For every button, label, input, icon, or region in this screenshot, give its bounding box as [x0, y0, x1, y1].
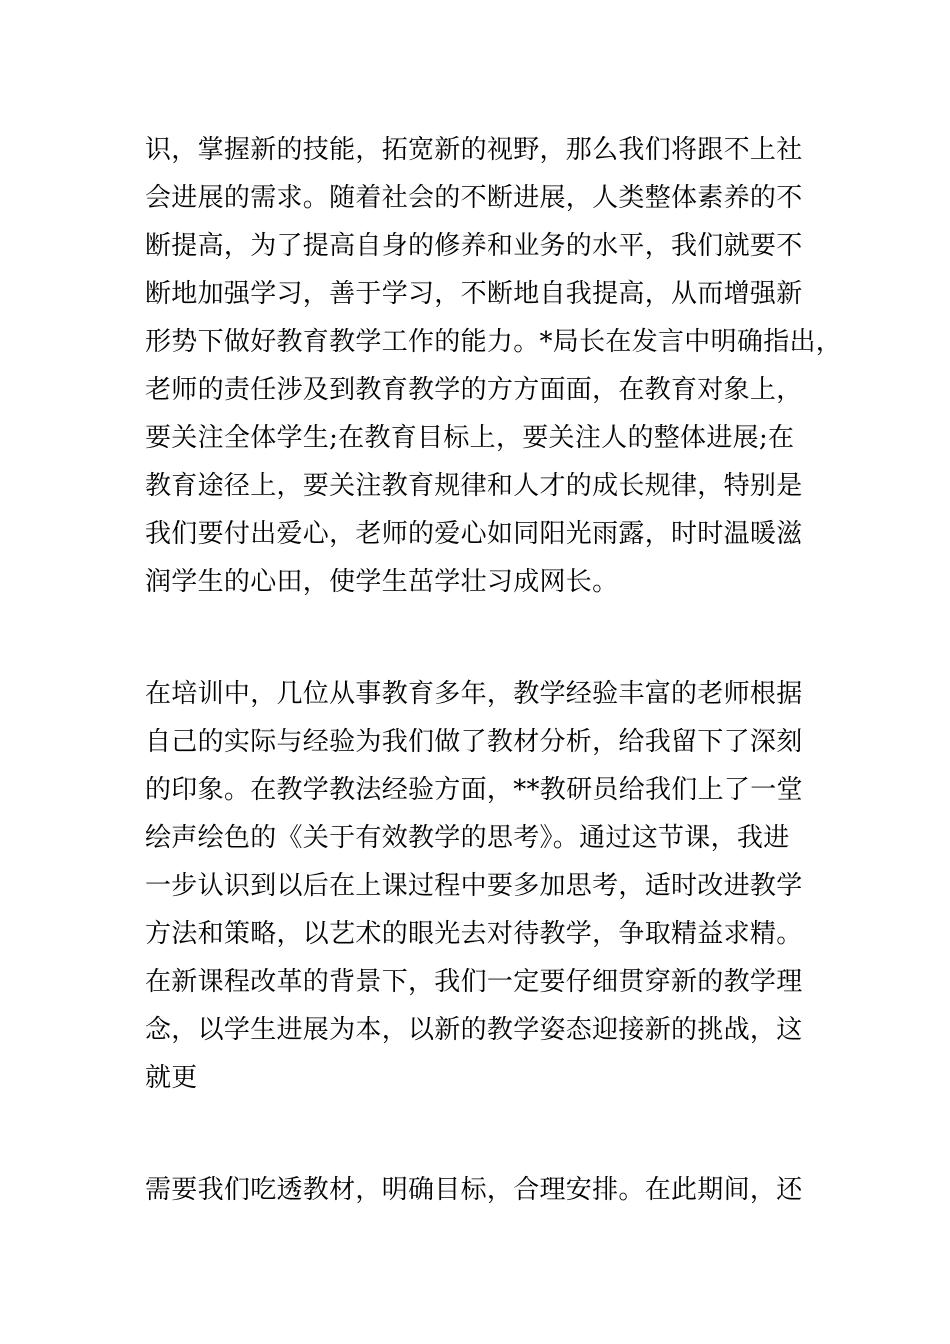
paragraph-2-line-6: 方法和策略，以艺术的眼光去对待教学，争取精益求精。 — [145, 919, 803, 949]
paragraph-2-line-5: 一步认识到以后在上课过程中要多加思考，适时改进教学 — [145, 871, 803, 901]
paragraph-1-line-10: 润学生的心田，使学生茁学壮习成网长。 — [145, 567, 619, 597]
paragraph-1-line-7: 要关注全体学生;在教育目标上，要关注人的整体进展;在 — [145, 423, 795, 453]
paragraph-1-line-1: 识，掌握新的技能，拓宽新的视野，那么我们将跟不上社 — [145, 135, 803, 165]
paragraph-1-line-2: 会进展的需求。随着社会的不断进展，人类整体素养的不 — [145, 183, 803, 213]
paragraph-2-line-1: 在培训中，几位从事教育多年，教学经验丰富的老师根据 — [145, 679, 803, 709]
paragraph-2-line-9: 就更 — [145, 1063, 198, 1093]
paragraph-2-line-4: 绘声绘色的《关于有效教学的思考》。通过这节课，我进 — [145, 823, 790, 853]
paragraph-2-line-8: 念，以学生进展为本，以新的教学姿态迎接新的挑战，这 — [145, 1015, 803, 1045]
paragraph-3-line-1: 需要我们吃透教材，明确目标，合理安排。在此期间，还 — [145, 1175, 803, 1205]
paragraph-2-line-3: 的印象。在教学教法经验方面，**教研员给我们上了一堂 — [145, 775, 803, 805]
paragraph-2-line-7: 在新课程改革的背景下，我们一定要仔细贯穿新的教学理 — [145, 967, 803, 997]
paragraph-1-line-8: 教育途径上，要关注教育规律和人才的成长规律，特别是 — [145, 471, 803, 501]
paragraph-1-line-3: 断提高，为了提高自身的修养和业务的水平，我们就要不 — [145, 231, 803, 261]
paragraph-1-line-5: 形势下做好教育教学工作的能力。*局长在发言中明确指出， — [145, 327, 843, 357]
paragraph-1-line-6: 老师的责任涉及到教育教学的方方面面，在教育对象上， — [145, 375, 803, 405]
paragraph-2-line-2: 自己的实际与经验为我们做了教材分析，给我留下了深刻 — [145, 727, 803, 757]
paragraph-1-line-9: 我们要付出爱心，老师的爱心如同阳光雨露，时时温暖滋 — [145, 519, 803, 549]
paragraph-1-line-4: 断地加强学习，善于学习，不断地自我提高，从而增强新 — [145, 279, 803, 309]
